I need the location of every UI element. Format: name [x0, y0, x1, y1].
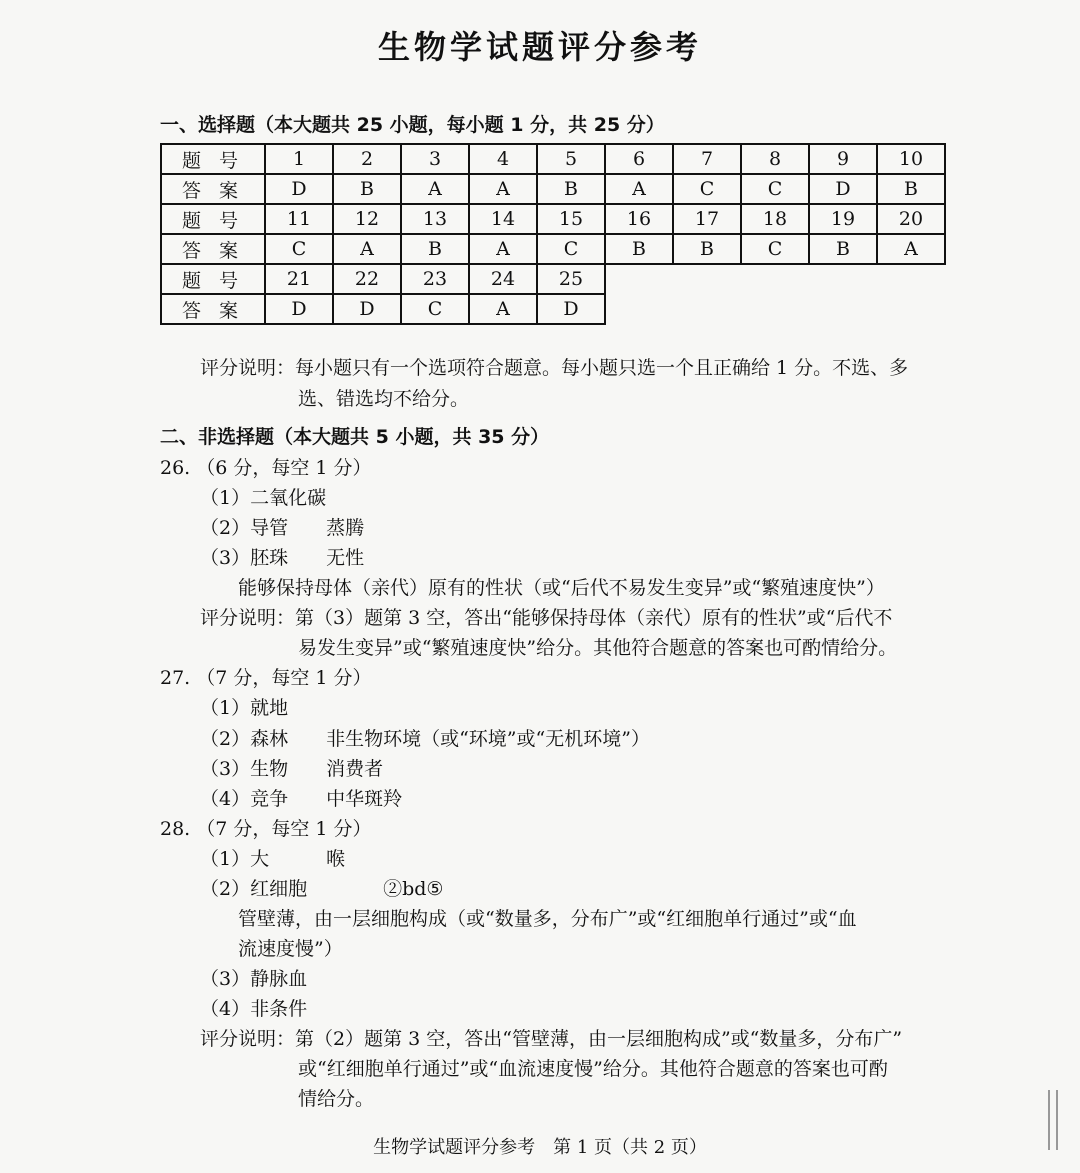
q28-answer-2-extra-line1: 管壁薄，由一层细胞构成（或“数量多，分布广”或“红细胞单行通过”或“血 [238, 908, 857, 930]
question-number-cell: 8 [741, 144, 809, 174]
empty-cell [877, 264, 945, 294]
question-number-cell: 11 [265, 204, 333, 234]
question-number-cell: 13 [401, 204, 469, 234]
question-number-cell: 14 [469, 204, 537, 234]
empty-cell [605, 264, 673, 294]
question-number-cell: 16 [605, 204, 673, 234]
answer-cell: C [673, 174, 741, 204]
answer-row [161, 234, 945, 264]
empty-cell [605, 294, 673, 324]
q28-heading: 28. （7 分，每空 1 分） [160, 818, 372, 840]
q28-note-line1: 评分说明：第（2）题第 3 空，答出“管壁薄，由一层细胞构成”或“数量多，分布广” [200, 1028, 903, 1050]
q28-answer-2: （2）红细胞 ②bd⑤ [200, 878, 444, 900]
page-footer: 生物学试题评分参考 第 1 页（共 2 页） [373, 1137, 707, 1158]
q27-answer-1: （1）就地 [200, 697, 289, 719]
empty-cell [809, 294, 877, 324]
answer-cell: D [537, 294, 605, 324]
question-number-cell: 17 [673, 204, 741, 234]
answer-cell: C [401, 294, 469, 324]
section2-heading: 二、非选择题（本大题共 5 小题，共 35 分） [160, 426, 550, 448]
question-number-label: 题 号 [161, 144, 265, 174]
answer-cell: A [469, 294, 537, 324]
question-number-cell: 20 [877, 204, 945, 234]
q26-note-line2: 易发生变异”或“繁殖速度快”给分。其他符合题意的答案也可酌情给分。 [298, 637, 898, 659]
question-number-cell: 12 [333, 204, 401, 234]
q26-answer-1: （1）二氧化碳 [200, 487, 327, 509]
answer-cell: A [333, 234, 401, 264]
q28-answer-4: （4）非条件 [200, 998, 308, 1020]
section1-note-line2: 选、错选均不给分。 [298, 388, 470, 410]
question-number-label: 题 号 [161, 204, 265, 234]
question-number-cell: 18 [741, 204, 809, 234]
answer-cell: B [605, 234, 673, 264]
section1-note-line1: 评分说明：每小题只有一个选项符合题意。每小题只选一个且正确给 1 分。不选、多 [200, 357, 909, 379]
answer-cell: C [741, 174, 809, 204]
answer-cell: D [265, 174, 333, 204]
q26-note-line1: 评分说明：第（3）题第 3 空，答出“能够保持母体（亲代）原有的性状”或“后代不 [200, 607, 893, 629]
answer-cell: C [537, 234, 605, 264]
q28-answer-1: （1）大 喉 [200, 848, 346, 870]
question-number-cell: 23 [401, 264, 469, 294]
question-number-cell: 25 [537, 264, 605, 294]
empty-cell [809, 264, 877, 294]
answer-label: 答 案 [161, 234, 265, 264]
answer-label: 答 案 [161, 294, 265, 324]
answer-cell: B [673, 234, 741, 264]
q28-answer-3: （3）静脉血 [200, 968, 308, 990]
section1-heading: 一、选择题（本大题共 25 小题，每小题 1 分，共 25 分） [160, 114, 665, 136]
question-number-cell: 9 [809, 144, 877, 174]
empty-cell [741, 294, 809, 324]
question-number-cell: 15 [537, 204, 605, 234]
answer-cell: A [877, 234, 945, 264]
page-title: 生物学试题评分参考 [377, 28, 702, 66]
question-number-row [161, 144, 945, 174]
empty-cell [877, 294, 945, 324]
answer-row [161, 294, 945, 324]
empty-cell [741, 264, 809, 294]
answer-table [160, 143, 946, 325]
answer-cell: A [401, 174, 469, 204]
q28-note-line2: 或“红细胞单行通过”或“血流速度慢”给分。其他符合题意的答案也可酌 [298, 1058, 888, 1080]
answer-label: 答 案 [161, 174, 265, 204]
question-number-cell: 1 [265, 144, 333, 174]
empty-cell [673, 264, 741, 294]
q26-answer-3-extra: 能够保持母体（亲代）原有的性状（或“后代不易发生变异”或“繁殖速度快”） [238, 577, 885, 599]
q26-answer-2: （2）导管 蒸腾 [200, 517, 365, 539]
question-number-cell: 24 [469, 264, 537, 294]
question-number-cell: 10 [877, 144, 945, 174]
q27-answer-3: （3）生物 消费者 [200, 758, 384, 780]
q28-note-line3: 情给分。 [298, 1088, 375, 1110]
question-number-cell: 19 [809, 204, 877, 234]
q26-heading: 26. （6 分，每空 1 分） [160, 457, 372, 479]
question-number-cell: 5 [537, 144, 605, 174]
question-number-cell: 6 [605, 144, 673, 174]
question-number-cell: 22 [333, 264, 401, 294]
answer-cell: D [809, 174, 877, 204]
q28-answer-2-extra-line2: 流速度慢”） [238, 938, 343, 960]
empty-cell [673, 294, 741, 324]
answer-cell: A [605, 174, 673, 204]
answer-cell: B [877, 174, 945, 204]
answer-cell: B [537, 174, 605, 204]
answer-cell: B [333, 174, 401, 204]
question-number-cell: 2 [333, 144, 401, 174]
question-number-row [161, 204, 945, 234]
answer-cell: B [809, 234, 877, 264]
q26-answer-3: （3）胚珠 无性 [200, 547, 365, 569]
q27-heading: 27. （7 分，每空 1 分） [160, 667, 372, 689]
answer-cell: D [265, 294, 333, 324]
answer-cell: A [469, 174, 537, 204]
question-number-cell: 21 [265, 264, 333, 294]
answer-cell: B [401, 234, 469, 264]
question-number-cell: 7 [673, 144, 741, 174]
answer-cell: D [333, 294, 401, 324]
q27-answer-4: （4）竞争 中华斑羚 [200, 788, 403, 810]
question-number-label: 题 号 [161, 264, 265, 294]
question-number-cell: 4 [469, 144, 537, 174]
answer-cell: A [469, 234, 537, 264]
answer-cell: C [741, 234, 809, 264]
answer-cell: C [265, 234, 333, 264]
q27-answer-2: （2）森林 非生物环境（或“环境”或“无机环境”） [200, 728, 650, 750]
question-number-cell: 3 [401, 144, 469, 174]
answer-row [161, 174, 945, 204]
question-number-row [161, 264, 945, 294]
